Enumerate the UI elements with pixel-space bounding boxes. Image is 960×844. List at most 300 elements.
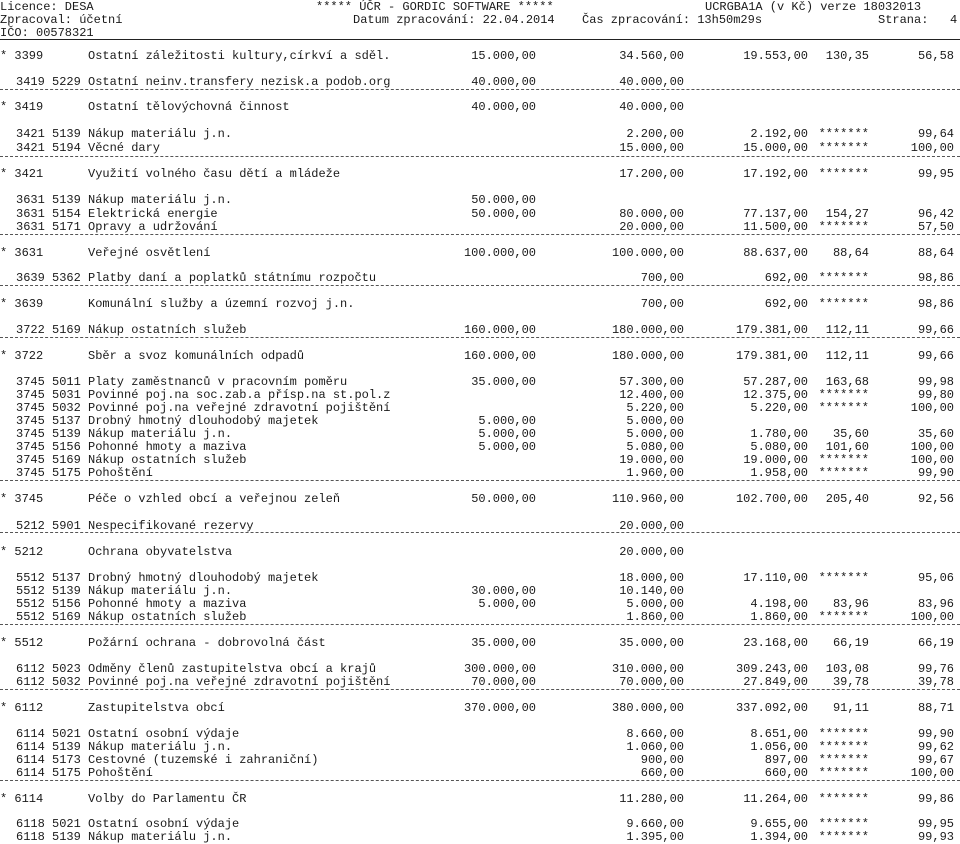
approved-budget: 40.000,00	[471, 100, 536, 114]
item-code: 5139	[52, 584, 81, 598]
percent-of-approved: 66,19	[832, 636, 869, 650]
percent-of-adjusted: 99,93	[917, 830, 954, 844]
percent-of-adjusted: 99,66	[917, 323, 954, 337]
adjusted-budget: 100.000,00	[611, 246, 684, 260]
adjusted-budget: 18.000,00	[619, 571, 684, 585]
actual-amount: 309.243,00	[735, 662, 808, 676]
table-row	[0, 611, 960, 624]
percent-of-adjusted: 88,71	[917, 701, 954, 715]
approved-budget: 50.000,00	[471, 207, 536, 221]
item-code: 5011	[52, 375, 81, 389]
section-code: * 3745	[0, 492, 44, 506]
percent-of-adjusted: 100,00	[910, 766, 954, 780]
percent-of-approved: *******	[818, 571, 869, 585]
item-code: 5173	[52, 753, 81, 767]
item-code: 5362	[52, 271, 81, 285]
paragraph-code: 6118	[16, 830, 45, 844]
adjusted-budget: 10.140,00	[619, 584, 684, 598]
section-name: Sběr a svoz komunálních odpadů	[88, 349, 305, 363]
item-description: Pohonné hmoty a maziva	[88, 440, 247, 454]
item-description: Pohoštění	[88, 466, 153, 480]
percent-of-adjusted: 88,64	[917, 246, 954, 260]
table-row	[0, 272, 960, 285]
approved-budget: 370.000,00	[463, 701, 536, 715]
actual-amount: 19.000,00	[743, 453, 808, 467]
percent-of-adjusted: 99,90	[917, 466, 954, 480]
percent-of-approved: *******	[818, 453, 869, 467]
approved-budget: 35.000,00	[471, 375, 536, 389]
percent-of-approved: *******	[818, 766, 869, 780]
percent-of-approved: *******	[818, 753, 869, 767]
percent-of-approved: *******	[818, 167, 869, 181]
item-code: 5021	[52, 817, 81, 831]
paragraph-code: 3745	[16, 427, 45, 441]
section-name: Požární ochrana - dobrovolná část	[88, 636, 326, 650]
actual-amount: 1.780,00	[750, 427, 808, 441]
dashed-separator	[0, 234, 960, 235]
section-code: * 3639	[0, 297, 44, 311]
actual-amount: 17.110,00	[743, 571, 808, 585]
header-divider	[0, 39, 960, 40]
paragraph-code: 3419	[16, 75, 45, 89]
table-row	[0, 142, 960, 155]
dashed-separator	[0, 89, 960, 90]
item-description: Nákup materiálu j.n.	[88, 193, 233, 207]
adjusted-budget: 700,00	[640, 297, 684, 311]
percent-of-approved: 154,27	[825, 207, 869, 221]
paragraph-code: 6112	[16, 675, 45, 689]
percent-of-adjusted: 99,62	[917, 740, 954, 754]
item-description: Nákup materiálu j.n.	[88, 584, 233, 598]
adjusted-budget: 660,00	[640, 766, 684, 780]
item-code: 5023	[52, 662, 81, 676]
item-description: Platy zaměstnanců v pracovním poměru	[88, 375, 348, 389]
dashed-separator	[0, 156, 960, 157]
actual-amount: 102.700,00	[735, 492, 808, 506]
dashed-separator	[0, 780, 960, 781]
approved-budget: 5.000,00	[478, 414, 536, 428]
approved-budget: 5.000,00	[478, 440, 536, 454]
percent-of-adjusted: 99,98	[917, 375, 954, 389]
adjusted-budget: 12.400,00	[619, 388, 684, 402]
item-code: 5139	[52, 193, 81, 207]
percent-of-adjusted: 39,78	[917, 675, 954, 689]
adjusted-budget: 180.000,00	[611, 323, 684, 337]
item-code: 5032	[52, 401, 81, 415]
approved-budget: 160.000,00	[463, 323, 536, 337]
licence-label: Licence: DESA	[0, 0, 94, 14]
section-code: * 5512	[0, 636, 44, 650]
item-code: 5139	[52, 830, 81, 844]
paragraph-code: 3745	[16, 388, 45, 402]
actual-amount: 1.958,00	[750, 466, 808, 480]
percent-of-adjusted: 100,00	[910, 141, 954, 155]
processing-date: Datum zpracování: 22.04.2014	[353, 13, 555, 27]
subtotal-row	[0, 546, 960, 559]
subtotal-row	[0, 247, 960, 260]
section-code: * 3419	[0, 100, 44, 114]
percent-of-adjusted: 83,96	[917, 597, 954, 611]
percent-of-approved: *******	[818, 817, 869, 831]
item-description: Nákup ostatních služeb	[88, 323, 247, 337]
item-description: Cestovné (tuzemské i zahraniční)	[88, 753, 319, 767]
report-id: UCRGBA1A (v Kč) verze 18032013	[705, 0, 922, 14]
item-code: 5137	[52, 571, 81, 585]
item-description: Povinné poj.na soc.zab.a přísp.na st.pol.z	[88, 388, 391, 402]
percent-of-adjusted: 98,86	[917, 271, 954, 285]
percent-of-approved: 88,64	[832, 246, 869, 260]
item-description: Nákup materiálu j.n.	[88, 830, 233, 844]
item-description: Nespecifikované rezervy	[88, 519, 254, 533]
actual-amount: 9.655,00	[750, 817, 808, 831]
item-code: 5175	[52, 466, 81, 480]
percent-of-approved: *******	[818, 297, 869, 311]
percent-of-approved: 91,11	[832, 701, 869, 715]
paragraph-code: 3639	[16, 271, 45, 285]
subtotal-row	[0, 637, 960, 650]
table-row	[0, 194, 960, 207]
percent-of-approved: 103,08	[825, 662, 869, 676]
percent-of-approved: *******	[818, 740, 869, 754]
adjusted-budget: 8.660,00	[626, 727, 684, 741]
adjusted-budget: 2.200,00	[626, 127, 684, 141]
section-code: * 5212	[0, 545, 44, 559]
percent-of-approved: 130,35	[825, 49, 869, 63]
percent-of-adjusted: 100,00	[910, 401, 954, 415]
percent-of-approved: 112,11	[825, 323, 869, 337]
adjusted-budget: 9.660,00	[626, 817, 684, 831]
actual-amount: 11.500,00	[743, 220, 808, 234]
actual-amount: 19.553,00	[743, 49, 808, 63]
adjusted-budget: 11.280,00	[619, 792, 684, 806]
section-name: Komunální služby a územní rozvoj j.n.	[88, 297, 355, 311]
actual-amount: 179.381,00	[735, 349, 808, 363]
item-code: 5169	[52, 323, 81, 337]
section-name: Ostatní tělovýchovná činnost	[88, 100, 290, 114]
adjusted-budget: 57.300,00	[619, 375, 684, 389]
percent-of-adjusted: 56,58	[917, 49, 954, 63]
percent-of-adjusted: 100,00	[910, 440, 954, 454]
actual-amount: 337.092,00	[735, 701, 808, 715]
paragraph-code: 6112	[16, 662, 45, 676]
item-code: 5021	[52, 727, 81, 741]
actual-amount: 27.849,00	[743, 675, 808, 689]
page-number: 4	[950, 13, 958, 27]
approved-budget: 40.000,00	[471, 75, 536, 89]
adjusted-budget: 1.395,00	[626, 830, 684, 844]
paragraph-code: 5512	[16, 584, 45, 598]
item-code: 5156	[52, 597, 81, 611]
paragraph-code: 3745	[16, 414, 45, 428]
section-code: * 3399	[0, 49, 44, 63]
percent-of-adjusted: 98,86	[917, 297, 954, 311]
approved-budget: 300.000,00	[463, 662, 536, 676]
item-description: Platby daní a poplatků státnímu rozpočtu	[88, 271, 377, 285]
actual-amount: 5.080,00	[750, 440, 808, 454]
paragraph-code: 5512	[16, 597, 45, 611]
table-row	[0, 467, 960, 480]
item-code: 5175	[52, 766, 81, 780]
percent-of-adjusted: 99,64	[917, 127, 954, 141]
adjusted-budget: 1.960,00	[626, 466, 684, 480]
table-row	[0, 767, 960, 780]
percent-of-approved: *******	[818, 792, 869, 806]
percent-of-approved: *******	[818, 388, 869, 402]
dashed-separator	[0, 337, 960, 338]
item-description: Drobný hmotný dlouhodobý majetek	[88, 414, 319, 428]
item-code: 5032	[52, 675, 81, 689]
paragraph-code: 6114	[16, 766, 45, 780]
section-name: Ochrana obyvatelstva	[88, 545, 233, 559]
subtotal-row	[0, 350, 960, 363]
percent-of-approved: 163,68	[825, 375, 869, 389]
percent-of-approved: *******	[818, 610, 869, 624]
percent-of-approved: 205,40	[825, 492, 869, 506]
paragraph-code: 6114	[16, 727, 45, 741]
processor-label: Zpracoval: účetní	[0, 13, 123, 27]
approved-budget: 5.000,00	[478, 597, 536, 611]
item-description: Povinné poj.na veřejné zdravotní pojištění	[88, 675, 391, 689]
paragraph-code: 3631	[16, 220, 45, 234]
subtotal-row	[0, 493, 960, 506]
section-name: Volby do Parlamentu ČR	[88, 792, 247, 806]
subtotal-row	[0, 793, 960, 806]
item-description: Nákup materiálu j.n.	[88, 127, 233, 141]
paragraph-code: 3421	[16, 141, 45, 155]
software-label: ***** ÚČR - GORDIC SOFTWARE *****	[316, 0, 554, 14]
adjusted-budget: 17.200,00	[619, 167, 684, 181]
actual-amount: 1.394,00	[750, 830, 808, 844]
percent-of-approved: *******	[818, 727, 869, 741]
subtotal-row	[0, 702, 960, 715]
adjusted-budget: 20.000,00	[619, 220, 684, 234]
approved-budget: 5.000,00	[478, 427, 536, 441]
item-code: 5031	[52, 388, 81, 402]
actual-amount: 5.220,00	[750, 401, 808, 415]
paragraph-code: 3745	[16, 453, 45, 467]
adjusted-budget: 110.960,00	[611, 492, 684, 506]
item-description: Nákup materiálu j.n.	[88, 427, 233, 441]
paragraph-code: 6118	[16, 817, 45, 831]
item-description: Opravy a udržování	[88, 220, 218, 234]
table-row	[0, 676, 960, 689]
percent-of-adjusted: 100,00	[910, 453, 954, 467]
paragraph-code: 3631	[16, 193, 45, 207]
dashed-separator	[0, 532, 960, 533]
section-code: * 6114	[0, 792, 44, 806]
adjusted-budget: 70.000,00	[619, 675, 684, 689]
percent-of-approved: 39,78	[832, 675, 869, 689]
percent-of-approved: *******	[818, 271, 869, 285]
table-row	[0, 76, 960, 89]
actual-amount: 692,00	[764, 297, 808, 311]
section-name: Využití volného času dětí a mládeže	[88, 167, 341, 181]
actual-amount: 88.637,00	[743, 246, 808, 260]
table-row	[0, 221, 960, 234]
item-description: Pohoštění	[88, 766, 153, 780]
item-description: Povinné poj.na veřejné zdravotní pojištění	[88, 401, 391, 415]
approved-budget: 70.000,00	[471, 675, 536, 689]
actual-amount: 1.860,00	[750, 610, 808, 624]
approved-budget: 50.000,00	[471, 193, 536, 207]
subtotal-row	[0, 168, 960, 181]
actual-amount: 77.137,00	[743, 207, 808, 221]
section-code: * 6112	[0, 701, 44, 715]
table-row	[0, 831, 960, 844]
approved-budget: 100.000,00	[463, 246, 536, 260]
adjusted-budget: 35.000,00	[619, 636, 684, 650]
adjusted-budget: 5.000,00	[626, 427, 684, 441]
adjusted-budget: 900,00	[640, 753, 684, 767]
item-description: Ostatní neinv.transfery nezisk.a podob.org	[88, 75, 391, 89]
item-description: Drobný hmotný dlouhodobý majetek	[88, 571, 319, 585]
item-description: Odměny členů zastupitelstva obcí a krajů	[88, 662, 377, 676]
percent-of-approved: *******	[818, 220, 869, 234]
section-code: * 3421	[0, 167, 44, 181]
percent-of-adjusted: 99,66	[917, 349, 954, 363]
processing-time: Čas zpracování: 13h50m29s	[582, 13, 763, 27]
section-name: Péče o vzhled obcí a veřejnou zeleň	[88, 492, 341, 506]
approved-budget: 50.000,00	[471, 492, 536, 506]
adjusted-budget: 5.000,00	[626, 414, 684, 428]
report-header-row-3	[0, 26, 960, 40]
adjusted-budget: 40.000,00	[619, 100, 684, 114]
percent-of-approved: 112,11	[825, 349, 869, 363]
percent-of-adjusted: 100,00	[910, 610, 954, 624]
percent-of-adjusted: 57,50	[917, 220, 954, 234]
percent-of-adjusted: 35,60	[917, 427, 954, 441]
adjusted-budget: 80.000,00	[619, 207, 684, 221]
page-label: Strana:	[878, 13, 929, 27]
section-code: * 3631	[0, 246, 44, 260]
adjusted-budget: 310.000,00	[611, 662, 684, 676]
adjusted-budget: 380.000,00	[611, 701, 684, 715]
actual-amount: 11.264,00	[743, 792, 808, 806]
item-code: 5156	[52, 440, 81, 454]
section-name: Veřejné osvětlení	[88, 246, 211, 260]
adjusted-budget: 5.080,00	[626, 440, 684, 454]
dashed-separator	[0, 624, 960, 625]
approved-budget: 160.000,00	[463, 349, 536, 363]
adjusted-budget: 15.000,00	[619, 141, 684, 155]
approved-budget: 15.000,00	[471, 49, 536, 63]
percent-of-adjusted: 99,86	[917, 792, 954, 806]
item-description: Nákup materiálu j.n.	[88, 740, 233, 754]
adjusted-budget: 180.000,00	[611, 349, 684, 363]
paragraph-code: 6114	[16, 753, 45, 767]
percent-of-adjusted: 96,42	[917, 207, 954, 221]
approved-budget: 30.000,00	[471, 584, 536, 598]
paragraph-code: 3722	[16, 323, 45, 337]
actual-amount: 57.287,00	[743, 375, 808, 389]
paragraph-code: 3745	[16, 401, 45, 415]
item-code: 5194	[52, 141, 81, 155]
item-code: 5901	[52, 519, 81, 533]
item-description: Pohonné hmoty a maziva	[88, 597, 247, 611]
actual-amount: 12.375,00	[743, 388, 808, 402]
paragraph-code: 3745	[16, 440, 45, 454]
item-code: 5137	[52, 414, 81, 428]
item-code: 5139	[52, 127, 81, 141]
ico-label: IČO: 00578321	[0, 26, 94, 40]
actual-amount: 15.000,00	[743, 141, 808, 155]
actual-amount: 897,00	[764, 753, 808, 767]
item-code: 5229	[52, 75, 81, 89]
adjusted-budget: 1.060,00	[626, 740, 684, 754]
section-name: Zastupitelstva obcí	[88, 701, 225, 715]
dashed-separator	[0, 285, 960, 286]
percent-of-approved: *******	[818, 141, 869, 155]
actual-amount: 1.056,00	[750, 740, 808, 754]
item-code: 5169	[52, 610, 81, 624]
paragraph-code: 3421	[16, 127, 45, 141]
subtotal-row	[0, 50, 960, 63]
adjusted-budget: 20.000,00	[619, 545, 684, 559]
item-description: Ostatní osobní výdaje	[88, 727, 240, 741]
item-description: Nákup ostatních služeb	[88, 453, 247, 467]
adjusted-budget: 19.000,00	[619, 453, 684, 467]
item-description: Věcné dary	[88, 141, 161, 155]
percent-of-adjusted: 99,67	[917, 753, 954, 767]
adjusted-budget: 5.000,00	[626, 597, 684, 611]
actual-amount: 179.381,00	[735, 323, 808, 337]
adjusted-budget: 40.000,00	[619, 75, 684, 89]
item-code: 5139	[52, 427, 81, 441]
actual-amount: 4.198,00	[750, 597, 808, 611]
table-row	[0, 128, 960, 141]
adjusted-budget: 34.560,00	[619, 49, 684, 63]
actual-amount: 2.192,00	[750, 127, 808, 141]
actual-amount: 660,00	[764, 766, 808, 780]
dashed-separator	[0, 480, 960, 481]
percent-of-adjusted: 99,95	[917, 167, 954, 181]
paragraph-code: 5512	[16, 571, 45, 585]
percent-of-adjusted: 99,80	[917, 388, 954, 402]
item-description: Nákup ostatních služeb	[88, 610, 247, 624]
paragraph-code: 3745	[16, 466, 45, 480]
paragraph-code: 3745	[16, 375, 45, 389]
percent-of-approved: 35,60	[832, 427, 869, 441]
item-code: 5171	[52, 220, 81, 234]
percent-of-approved: *******	[818, 401, 869, 415]
actual-amount: 8.651,00	[750, 727, 808, 741]
paragraph-code: 5512	[16, 610, 45, 624]
adjusted-budget: 20.000,00	[619, 519, 684, 533]
percent-of-approved: *******	[818, 466, 869, 480]
item-description: Ostatní osobní výdaje	[88, 817, 240, 831]
paragraph-code: 5212	[16, 519, 45, 533]
section-code: * 3722	[0, 349, 44, 363]
paragraph-code: 6114	[16, 740, 45, 754]
paragraph-code: 3631	[16, 207, 45, 221]
item-description: Elektrická energie	[88, 207, 218, 221]
actual-amount: 692,00	[764, 271, 808, 285]
percent-of-adjusted: 99,95	[917, 817, 954, 831]
percent-of-approved: *******	[818, 830, 869, 844]
section-name: Ostatní záležitosti kultury,církví a sděl.	[88, 49, 391, 63]
subtotal-row	[0, 101, 960, 114]
adjusted-budget: 1.860,00	[626, 610, 684, 624]
item-code: 5169	[52, 453, 81, 467]
percent-of-adjusted: 99,76	[917, 662, 954, 676]
adjusted-budget: 5.220,00	[626, 401, 684, 415]
percent-of-adjusted: 95,06	[917, 571, 954, 585]
adjusted-budget: 700,00	[640, 271, 684, 285]
percent-of-adjusted: 66,19	[917, 636, 954, 650]
subtotal-row	[0, 298, 960, 311]
percent-of-approved: 83,96	[832, 597, 869, 611]
report-header-row-2	[0, 13, 960, 27]
